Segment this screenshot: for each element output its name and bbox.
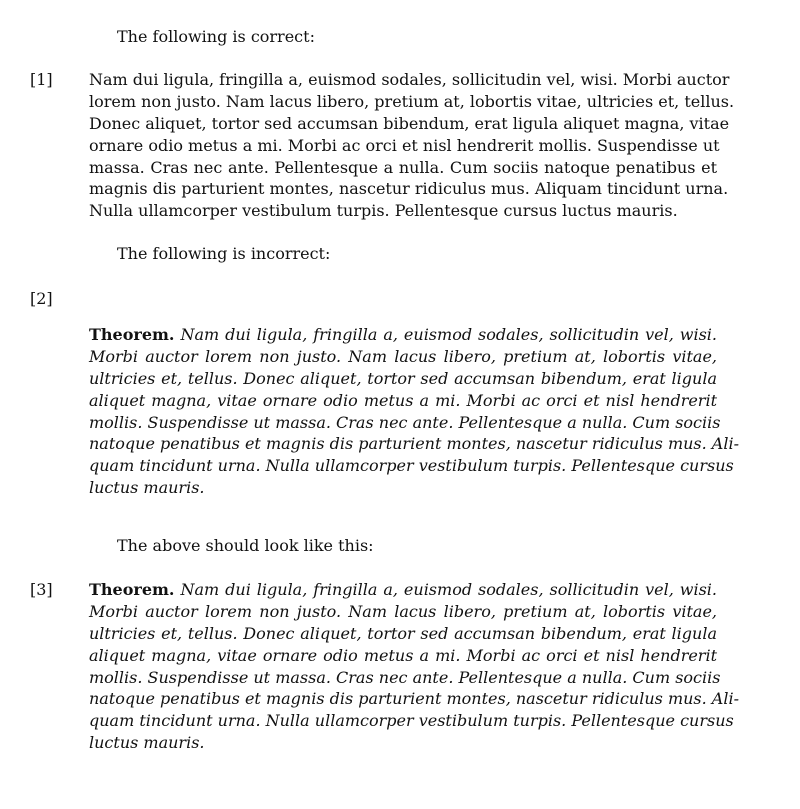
- theorem-line: mollis. Suspendisse ut massa. Cras nec ante. Pellentesque a nulla. Cum sociis: [89, 667, 721, 687]
- paragraph-line: magnis dis parturient montes, nascetur ridiculus mus. Aliquam tincidunt urna.: [89, 179, 729, 199]
- theorem-line: natoque penatibus et magnis dis parturient montes, nascetur ridiculus mus. Ali-: [89, 434, 739, 454]
- theorem-text: Nam dui ligula, fringilla a, euismod sodales, sollicitudin vel, wisi.: [180, 325, 717, 344]
- theorem-line: [89, 579, 717, 601]
- example-paragraph-1: [89, 69, 735, 222]
- example-theorem-3: [89, 579, 739, 754]
- intro-correct: The following is correct:: [117, 27, 315, 46]
- theorem-line: natoque penatibus et magnis dis parturient montes, nascetur ridiculus mus. Ali-: [89, 689, 739, 709]
- intro-incorrect: The following is incorrect:: [117, 244, 331, 263]
- intro-should-look: The above should look like this:: [117, 536, 374, 555]
- theorem-line: [89, 324, 717, 346]
- theorem-line: aliquet magna, vitae ornare odio metus a mi. Morbi ac orci et nisl hendrerit: [89, 390, 717, 410]
- theorem-line: aliquet magna, vitae ornare odio metus a mi. Morbi ac orci et nisl hendrerit: [89, 645, 717, 665]
- theorem-line: ultricies et, tellus. Donec aliquet, tortor sed accumsan bibendum, erat ligula: [89, 623, 717, 643]
- paragraph-line: Nam dui ligula, fringilla a, euismod sodales, sollicitudin vel, wisi. Morbi auctor: [89, 70, 730, 89]
- theorem-line: ultricies et, tellus. Donec aliquet, tortor sed accumsan bibendum, erat ligula: [89, 368, 717, 388]
- theorem-label: Theorem.: [89, 325, 175, 344]
- paragraph-line: Nulla ullamcorper vestibulum turpis. Pellentesque cursus luctus mauris.: [89, 201, 678, 221]
- theorem-line: luctus mauris.: [89, 733, 205, 753]
- theorem-label: Theorem.: [89, 580, 175, 599]
- theorem-line: mollis. Suspendisse ut massa. Cras nec ante. Pellentesque a nulla. Cum sociis: [89, 412, 721, 432]
- theorem-line: luctus mauris.: [89, 478, 205, 498]
- example-number-3: [3]: [30, 580, 53, 599]
- theorem-line: quam tincidunt urna. Nulla ullamcorper vestibulum turpis. Pellentesque cursus: [89, 711, 734, 731]
- theorem-line: Morbi auctor lorem non justo. Nam lacus libero, pretium at, lobortis vitae,: [89, 346, 717, 366]
- paragraph-line: lorem non justo. Nam lacus libero, pretium at, lobortis vitae, ultricies et, tellus.: [89, 91, 735, 111]
- theorem-line: Morbi auctor lorem non justo. Nam lacus libero, pretium at, lobortis vitae,: [89, 601, 717, 621]
- example-theorem-2: [89, 324, 739, 499]
- example-number-2: [2]: [30, 289, 53, 308]
- theorem-line: quam tincidunt urna. Nulla ullamcorper vestibulum turpis. Pellentesque cursus: [89, 456, 734, 476]
- example-number-1: [1]: [30, 70, 53, 89]
- paragraph-line: ornare odio metus a mi. Morbi ac orci et nisl hendrerit mollis. Suspendisse ut: [89, 135, 720, 155]
- paragraph-line: massa. Cras nec ante. Pellentesque a nulla. Cum sociis natoque penatibus et: [89, 157, 717, 177]
- theorem-text: Nam dui ligula, fringilla a, euismod sodales, sollicitudin vel, wisi.: [180, 580, 717, 599]
- paragraph-line: Donec aliquet, tortor sed accumsan bibendum, erat ligula aliquet magna, vitae: [89, 113, 730, 133]
